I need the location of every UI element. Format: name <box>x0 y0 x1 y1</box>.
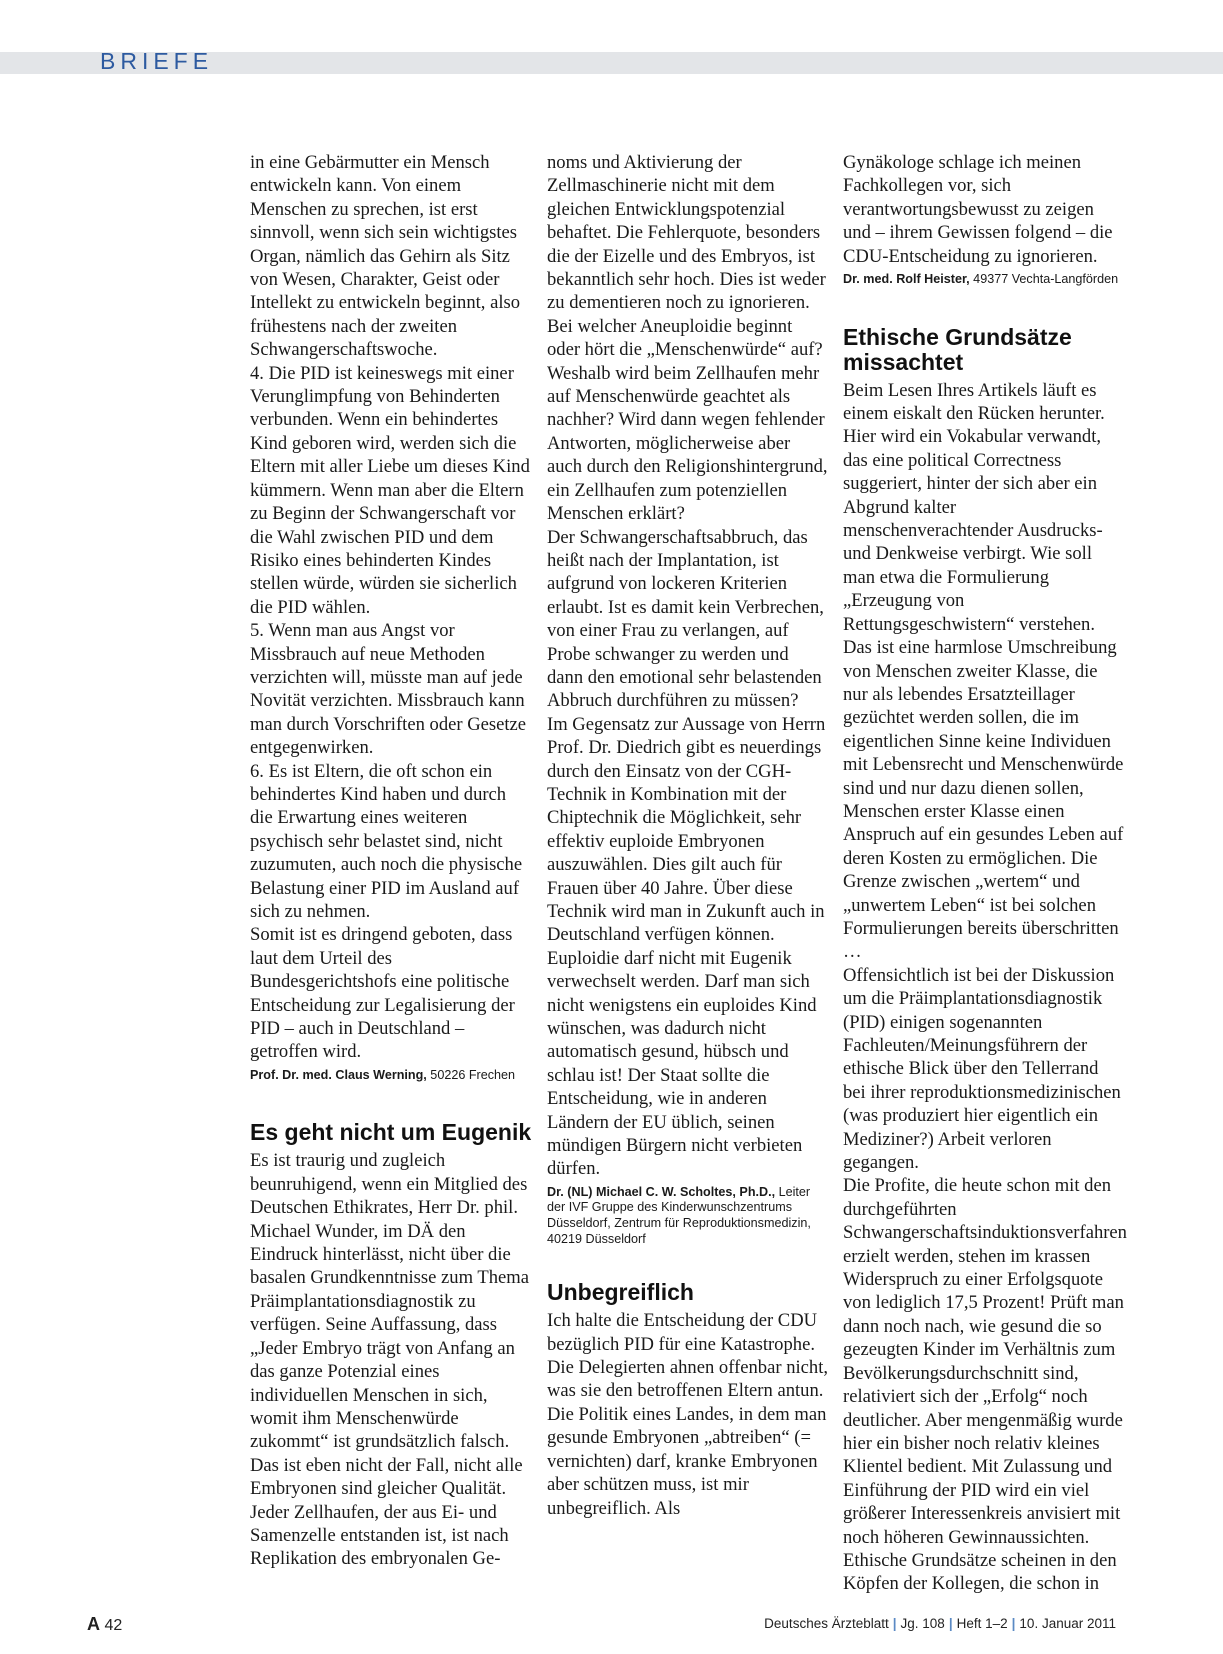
paragraph: Weshalb wird beim Zellhaufen mehr auf Menschenwürde geachtet als nachher? Wird dann wegen fehlender Antworten, möglicherweise aber auch durch den Religionshintergrund, ein Zellhaufen zum potenziellen Menschen erklärt? <box>547 362 828 525</box>
paragraph: Offensichtlich ist bei der Diskussion um die Präimplantationsdiagnostik (PID) einigen sogenannten Fachleuten/Meinungsführern der ethische Blick über den Tellerrand bei ihrer reproduktionsmedizinischen (was produziert hier eigentlich ein Mediziner?) Arbeit verloren gegangen. <box>843 964 1121 1174</box>
paragraph: in eine Gebärmutter ein Mensch entwickeln kann. Von einem Menschen zu sprechen, ist erst sinnvoll, wenn sich sein wichtigstes Organ, nämlich das Gehirn als Sitz von Wesen, Charakter, Geist oder Intellekt zu entwickeln beginnt, also frühestens nach der zweiten Schwangerschaftswoche. <box>250 152 521 361</box>
paragraph: Gynäkologe schlage ich meinen Fachkollegen vor, sich verantwortungsbewusst zu zeigen und – ihrem Gewissen folgend – die CDU-Entscheidung zu ignorieren. <box>843 152 1113 267</box>
letter-signature <box>250 1068 532 1084</box>
letter-signature <box>843 272 1125 288</box>
paragraph: 6. Es ist Eltern, die oft schon ein behindertes Kind haben und durch die Erwartung eines weiteren psychisch sehr belastet sind, nicht zuzumuten, auch noch die physische Belastung einer PID im Ausland auf sich zu nehmen. <box>250 760 523 922</box>
separator: | <box>892 1616 897 1631</box>
journal-issue: Heft 1–2 <box>956 1616 1008 1631</box>
paragraph: noms und Aktivierung der Zellmaschinerie nicht mit dem gleichen Entwicklungspotenzial behaftet. Die Fehlerquote, besonders die der Eizelle und des Embryos, ist bekanntlich sehr hoch. Dies ist weder zu dementieren noch zu ignorieren. Bei welcher Aneuploidie beginnt oder hört die „Menschenwürde“ auf? <box>547 152 826 361</box>
paragraph: Jeder Zellhaufen, der aus Ei- und Samenzelle entstanden ist, ist nach Replikation des embryonalen Ge- <box>250 1501 509 1570</box>
signature-name: Dr. med. Rolf Heister, <box>843 272 970 287</box>
column-2 <box>547 151 829 1520</box>
page-letter: A <box>87 1614 100 1634</box>
journal-date: 10. Januar 2011 <box>1019 1616 1116 1631</box>
paragraph: Die Profite, die heute schon mit den durchgeführten Schwangerschaftsinduktionsverfahren erzielt werden, stehen im krassen Widerspruch zu einer Erfolgsquote von lediglich 17,5 Prozent! Prüft man dann noch nach, wie gesund die so gezeugten Kinder im Verhältnis zum Bevölkerungsdurchschnitt sind, relativiert sich der „Erfolg“ noch deutlicher. Aber mengenmäßig wurde hier ein bisher noch relativ kleines Klientel bedient. Mit Zulassung und Einführung der PID wird ein viel größerer Interessenkreis anvisiert mit noch höheren Gewinnaussichten. Ethische Grundsätze scheinen in den Köpfen der Kollegen, die schon in <box>843 1175 1127 1595</box>
paragraph: Der Schwangerschaftsabbruch, das heißt nach der Implantation, ist aufgrund von lockeren Kriterien erlaubt. Ist es damit kein Verbrechen, von einer Frau zu verlangen, auf Probe schwanger zu werden und dann den emotional sehr belastenden Abbruch durchführen zu müssen? <box>547 526 824 712</box>
journal-name: Deutsches Ärzteblatt <box>764 1616 889 1631</box>
paragraph: 5. Wenn man aus Angst vor Missbrauch auf neue Methoden verzichten will, müsste man auf jede Novität verzichten. Missbrauch kann man durch Vorschriften oder Gesetze entgegenwirken. <box>250 620 527 759</box>
paragraph: Ich halte die Entscheidung der CDU bezüglich PID für eine Katastrophe. Die Delegierten ahnen offenbar nicht, was sie den betroffenen Eltern antun. Die Politik eines Landes, in dem man gesunde Embryonen „abtreiben“ (= vernichten) darf, kranke Embryonen aber schützen muss, ist mir unbegreiflich. Als <box>547 1310 829 1519</box>
letter-signature <box>547 1185 829 1247</box>
signature-location: 49377 Vechta-Langförden <box>969 272 1119 287</box>
paragraph: Im Gegensatz zur Aussage von Herrn Prof. Dr. Diedrich gibt es neuerdings durch den Einsatz von der CGH-Technik in Kombination mit der Chiptechnik die Möglichkeit, sehr effektiv euploide Embryonen auszuwählen. Dies gilt auch für Frauen über 40 Jahre. Über diese Technik wird man in Zukunft auch in Deutschland verfügen können. Euploidie darf nicht mit Eugenik verwechselt werden. Darf man sich nicht wenigstens ein euploides Kind wünschen, was dadurch nicht automatisch gesund, hübsch und schlau ist! Der Staat sollte die Entscheidung, wie in anderen Ländern der EU üblich, seinen mündigen Bürgern nicht verbieten dürfen. <box>547 713 826 1180</box>
signature-location: 50226 Frechen <box>426 1067 516 1082</box>
spacer <box>547 1247 829 1280</box>
paragraph: Beim Lesen Ihres Artikels läuft es einem eiskalt den Rücken herunter. Hier wird ein Vokabular verwandt, das eine political Correctness suggeriert, hinter der sich aber ein Abgrund kalter menschenverachtender Ausdrucks- und Denkweise verbirgt. Wie soll man etwa die Formulierung „Erzeugung von Rettungsgeschwistern“ verstehen. Das ist eine harmlose Umschreibung von Menschen zweiter Klasse, die nur als lebendes Ersatzteillager gezüchtet werden sollen, die im eigentlichen Sinne keine Individuen mit Lebensrecht und Menschenwürde sind und nur dazu dienen sollen, Menschen erster Klasse einen Anspruch auf ein gesundes Leben auf deren Kosten zu ermöglichen. Die Grenze zwischen „wertem“ und „unwertem Leben“ ist bei solchen Formulierungen bereits überschritten … <box>843 379 1124 963</box>
separator: | <box>948 1616 953 1631</box>
journal-info <box>764 1616 1116 1631</box>
page-number-value: 42 <box>104 1617 123 1634</box>
letter-headline: Unbegreiflich <box>547 1279 694 1306</box>
column-3 <box>843 151 1125 1596</box>
paragraph: 4. Die PID ist keineswegs mit einer Verunglimpfung von Behinderten verbunden. Wenn ein behindertes Kind geboren wird, werden sich die Eltern mit aller Liebe um dieses Kind kümmern. Wenn man aber die Eltern zu Beginn der Schwangerschaft vor die Wahl zwischen PID und dem Risiko eines behinderten Kindes stellen würde, würden sie sicherlich die PID wählen. <box>250 362 530 618</box>
spacer <box>843 288 1125 325</box>
page-number <box>87 1614 122 1635</box>
column-1 <box>250 151 532 1571</box>
letter-headline: Es geht nicht um Eugenik <box>250 1119 532 1146</box>
spacer <box>250 1083 532 1120</box>
signature-name: Dr. (NL) Michael C. W. Scholtes, Ph.D., <box>547 1184 776 1199</box>
signature-location: Leiter der IVF Gruppe des Kinderwunschzentrums Düsseldorf, Zentrum für Reproduktionsmedizin, 40219 Düsseldorf <box>547 1184 811 1246</box>
letter-headline: Ethische Grundsätze missachtet <box>843 323 1072 375</box>
signature-name: Prof. Dr. med. Claus Werning, <box>250 1067 427 1082</box>
journal-volume: Jg. 108 <box>900 1616 945 1631</box>
section-label: BRIEFE <box>100 48 214 74</box>
paragraph: Es ist traurig und zugleich beunruhigend, wenn ein Mitglied des Deutschen Ethikrates, Herr Dr. phil. Michael Wunder, im DÄ den Eindruck hinterlässt, nicht über die basalen Grundkenntnisse zum Thema Präimplantationsdiagnostik zu verfügen. Seine Auffassung, dass „Jeder Embryo trägt von Anfang an das ganze Potenzial eines individuellen Menschen in sich, womit ihm Menschenwürde zukommt“ ist grundsätzlich falsch. Das ist eben nicht der Fall, nicht alle Embryonen sind gleicher Qualität. <box>250 1150 530 1500</box>
separator: | <box>1011 1616 1016 1631</box>
paragraph: Somit ist es dringend geboten, dass laut dem Urteil des Bundesgerichtshofs eine politische Entscheidung zur Legalisierung der PID – auch in Deutschland – getroffen wird. <box>250 924 515 1063</box>
